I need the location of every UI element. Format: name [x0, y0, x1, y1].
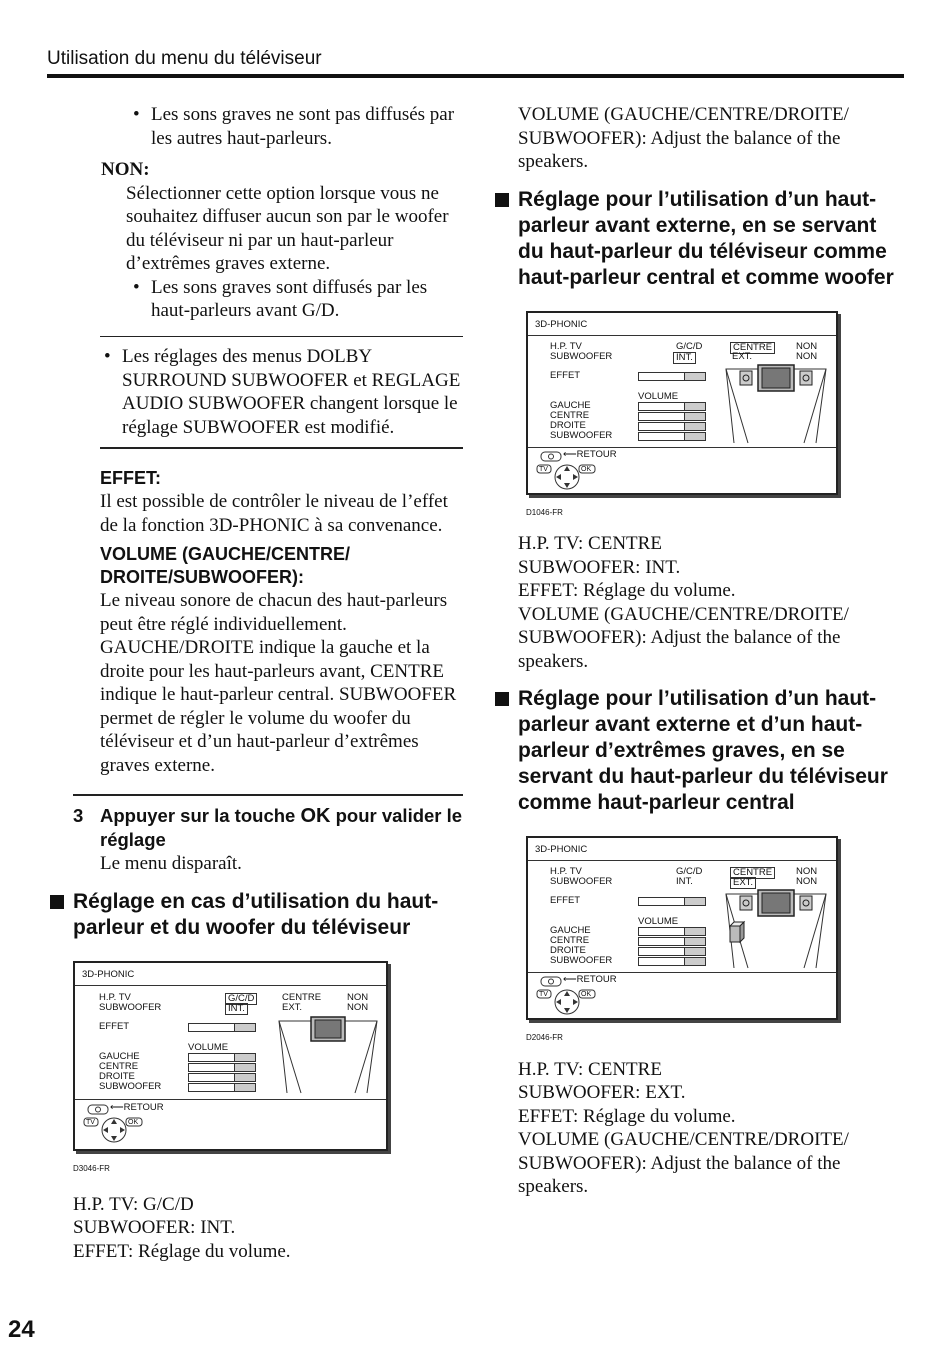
menu-title: 3D-PHONIC [82, 969, 135, 980]
step-text: Appuyer sur la touche [100, 804, 301, 826]
volume-slider [188, 1073, 256, 1082]
menu-volume-label: VOLUME [638, 916, 679, 927]
caption-line: EFFET: Réglage du volume. [73, 1240, 291, 1262]
section-heading-text: Réglage pour l’utilisation d’un haut-parleur avant externe, en se servant du haut-parleur du téléviseur comme haut-parleur central et comme woofer [518, 187, 894, 289]
divider [528, 860, 836, 861]
volume-slider [638, 402, 706, 411]
effet-slider [638, 897, 706, 906]
right-column [496, 103, 906, 1199]
menu-item-droite: DROITE [550, 945, 586, 956]
volume-slider [638, 947, 706, 956]
menu-title: 3D-PHONIC [535, 844, 588, 855]
step-3 [73, 804, 463, 852]
step-text: pour valider le réglage [100, 804, 463, 850]
option-non: NON [347, 992, 369, 1003]
menu-item-droite: DROITE [99, 1071, 135, 1082]
caption-line: H.P. TV: G/C/D [73, 1193, 194, 1215]
top-text [518, 103, 906, 174]
menu-item-droite: DROITE [550, 419, 586, 431]
divider [75, 985, 386, 986]
menu-item-subwoofer: SUBWOOFER [99, 1081, 162, 1092]
tv-key-label: TV [86, 1119, 95, 1126]
section-heading [518, 187, 903, 291]
effet-slider [188, 1023, 256, 1032]
retour-label: ⟵RETOUR [110, 1102, 164, 1113]
left-column [73, 103, 463, 1263]
speaker-layout-diagram [722, 888, 830, 970]
page-header-title: Utilisation du menu du téléviseur [47, 48, 322, 69]
caption-line: SUBWOOFER: INT. [518, 556, 681, 578]
caption-line: H.P. TV: CENTRE [518, 1058, 662, 1080]
volume-slider [638, 432, 706, 441]
caption [518, 1058, 906, 1199]
volume-slider [188, 1063, 256, 1072]
caption-line: SUBWOOFER: EXT. [518, 1082, 686, 1103]
volume-slider [638, 937, 706, 946]
speaker-layout-diagram [275, 1015, 381, 1095]
menu-volume-label: VOLUME [188, 1042, 229, 1053]
square-bullet-icon [495, 193, 509, 207]
menu-item-effet: EFFET [550, 369, 581, 381]
divider [528, 447, 836, 448]
menu-item-subwoofer: SUBWOOFER [550, 350, 613, 362]
option-int: INT. [225, 1003, 248, 1015]
option-non: NON [347, 1002, 369, 1013]
divider [528, 972, 836, 973]
menu-volume-label: VOLUME [638, 390, 679, 402]
section-heading-text: Réglage pour l’utilisation d’un haut-parleur avant externe et d’un haut-parleur d’extrêmes graves, en se servant du haut-parleur du téléviseur comme haut-parleur central [518, 687, 888, 814]
option-int: INT. [676, 876, 693, 887]
divider [100, 336, 463, 338]
option-centre: CENTRE [730, 342, 775, 354]
volume-slider [638, 927, 706, 936]
menu-item-centre: CENTRE [550, 935, 590, 946]
caption-line: SUBWOOFER): Adjust the balance of the [518, 1152, 841, 1174]
divider [75, 1099, 386, 1100]
menu-code: D3046-FR [73, 1164, 110, 1173]
option-gcd: G/C/D [225, 993, 257, 1005]
menu-code: D1046-FR [526, 507, 563, 517]
menu-item-centre: CENTRE [99, 1061, 139, 1072]
volume-slider [638, 422, 706, 431]
tv-key-label: TV [539, 991, 548, 998]
menu-item-subwoofer: SUBWOOFER [550, 876, 613, 887]
bullet-graves-2: • Les sons graves sont diffusés par les haut-parleurs avant G/D. [129, 276, 463, 323]
retour-label: ⟵RETOUR [563, 448, 617, 460]
header-rule [47, 74, 904, 78]
section-heading [73, 889, 463, 941]
volume-slider [188, 1053, 256, 1062]
menu-item-subwoofer: SUBWOOFER [550, 955, 613, 966]
option-centre: CENTRE [282, 992, 322, 1003]
caption [73, 1193, 463, 1264]
effet-text: Il est possible de contrôler le niveau de l’effet de la fonction 3D-PHONIC à sa convenance. [100, 491, 448, 536]
square-bullet-icon [495, 692, 509, 706]
menu-item-hp-tv: H.P. TV [550, 340, 582, 352]
note-bullet: • Les réglages des menus DOLBY SURROUND SUBWOOFER et REGLAGE AUDIO SUBWOOFER changent lorsque le réglage SUBWOOFER est modifié. [100, 345, 463, 439]
step-result: Le menu disparaît. [100, 852, 242, 874]
ok-key-label: OK [581, 991, 592, 998]
menu-item-gauche: GAUCHE [550, 399, 591, 411]
effet-slider [638, 372, 706, 381]
menu-item-gauche: GAUCHE [550, 925, 591, 936]
menu-title: 3D-PHONIC [535, 318, 588, 330]
menu-screen [73, 961, 388, 1151]
square-bullet-icon [50, 895, 64, 909]
effet-label: EFFET: [100, 467, 161, 488]
menu-item-effet: EFFET [550, 895, 581, 906]
menu-item-effet: EFFET [99, 1021, 130, 1032]
section-heading-text: Réglage en cas d’utilisation du haut-parleur et du woofer du téléviseur [73, 890, 439, 939]
caption [518, 532, 906, 673]
caption-line: speakers. [518, 1176, 589, 1197]
volume-slider [638, 412, 706, 421]
caption-line: VOLUME (GAUCHE/CENTRE/DROITE/ [518, 1129, 849, 1150]
menu-item-hp-tv: H.P. TV [550, 866, 582, 877]
speaker-layout-diagram [722, 363, 830, 445]
divider [100, 447, 463, 449]
menu-item-hp-tv: H.P. TV [99, 992, 131, 1003]
ok-key-label: OK [581, 465, 592, 473]
section-heading [518, 686, 906, 816]
option-non: NON [796, 866, 818, 877]
volume-slider [638, 957, 706, 966]
option-centre: CENTRE [730, 867, 775, 879]
non-text: Sélectionner cette option lorsque vous ne souhaitez diffuser aucun son par le woofer du téléviseur ni par un haut-parleur d’extrêmes graves externe. [126, 182, 449, 274]
ok-key-label: OK [300, 804, 331, 827]
menu-item-subwoofer: SUBWOOFER [99, 1002, 162, 1013]
caption-line: SUBWOOFER: INT. [73, 1217, 236, 1238]
text-line: VOLUME (GAUCHE/CENTRE/DROITE/ [518, 104, 849, 125]
text-line: SUBWOOFER): Adjust the balance of the [518, 127, 841, 149]
option-non: NON [796, 350, 818, 362]
caption-line: SUBWOOFER): Adjust the balance of the [518, 627, 841, 648]
volume-text: Le niveau sonore de chacun des haut-parleurs peut être réglé individuellement. GAUCHE/DROITE indique la gauche et la droite pour les haut-parleurs avant, CENTRE indique le haut-parleur central. SUBWOOFER permet de régler le volume du woofer du téléviseur et d’un haut-parleur d’extrêmes graves externe. [100, 590, 457, 776]
menu-item-subwoofer: SUBWOOFER [550, 429, 613, 441]
menu-screen [526, 836, 838, 1020]
page-number: 24 [8, 1316, 35, 1343]
caption-line: VOLUME (GAUCHE/CENTRE/DROITE/ [518, 603, 849, 625]
divider [528, 335, 836, 336]
volume-slider [188, 1083, 256, 1092]
menu-code: D2046-FR [526, 1033, 563, 1042]
divider [73, 794, 463, 796]
option-ext: EXT. [730, 877, 756, 889]
caption-line: H.P. TV: CENTRE [518, 533, 662, 554]
text-line: speakers. [518, 151, 589, 172]
retour-label: ⟵RETOUR [563, 974, 617, 985]
option-gcd: G/C/D [676, 866, 703, 877]
volume-label: VOLUME (GAUCHE/CENTRE/ DROITE/SUBWOOFER): [100, 544, 351, 587]
caption-line: speakers. [518, 650, 589, 672]
option-ext: EXT. [282, 1002, 303, 1013]
menu-item-centre: CENTRE [550, 409, 590, 421]
option-non: NON [796, 876, 818, 887]
step-number: 3 [73, 804, 84, 826]
ok-key-label: OK [128, 1119, 139, 1126]
menu-screen [526, 311, 838, 495]
bullet-graves-1: • Les sons graves ne sont pas diffusés par les autres haut-parleurs. [129, 103, 463, 150]
option-non: NON [796, 340, 818, 352]
option-int: INT. [673, 352, 696, 364]
menu-item-gauche: GAUCHE [99, 1051, 140, 1062]
non-label: NON: [101, 159, 150, 180]
caption-line: EFFET: Réglage du volume. [518, 1105, 736, 1127]
option-ext: EXT. [732, 350, 753, 362]
caption-line: EFFET: Réglage du volume. [518, 580, 736, 601]
option-gcd: G/C/D [676, 340, 703, 352]
tv-key-label: TV [539, 465, 548, 473]
